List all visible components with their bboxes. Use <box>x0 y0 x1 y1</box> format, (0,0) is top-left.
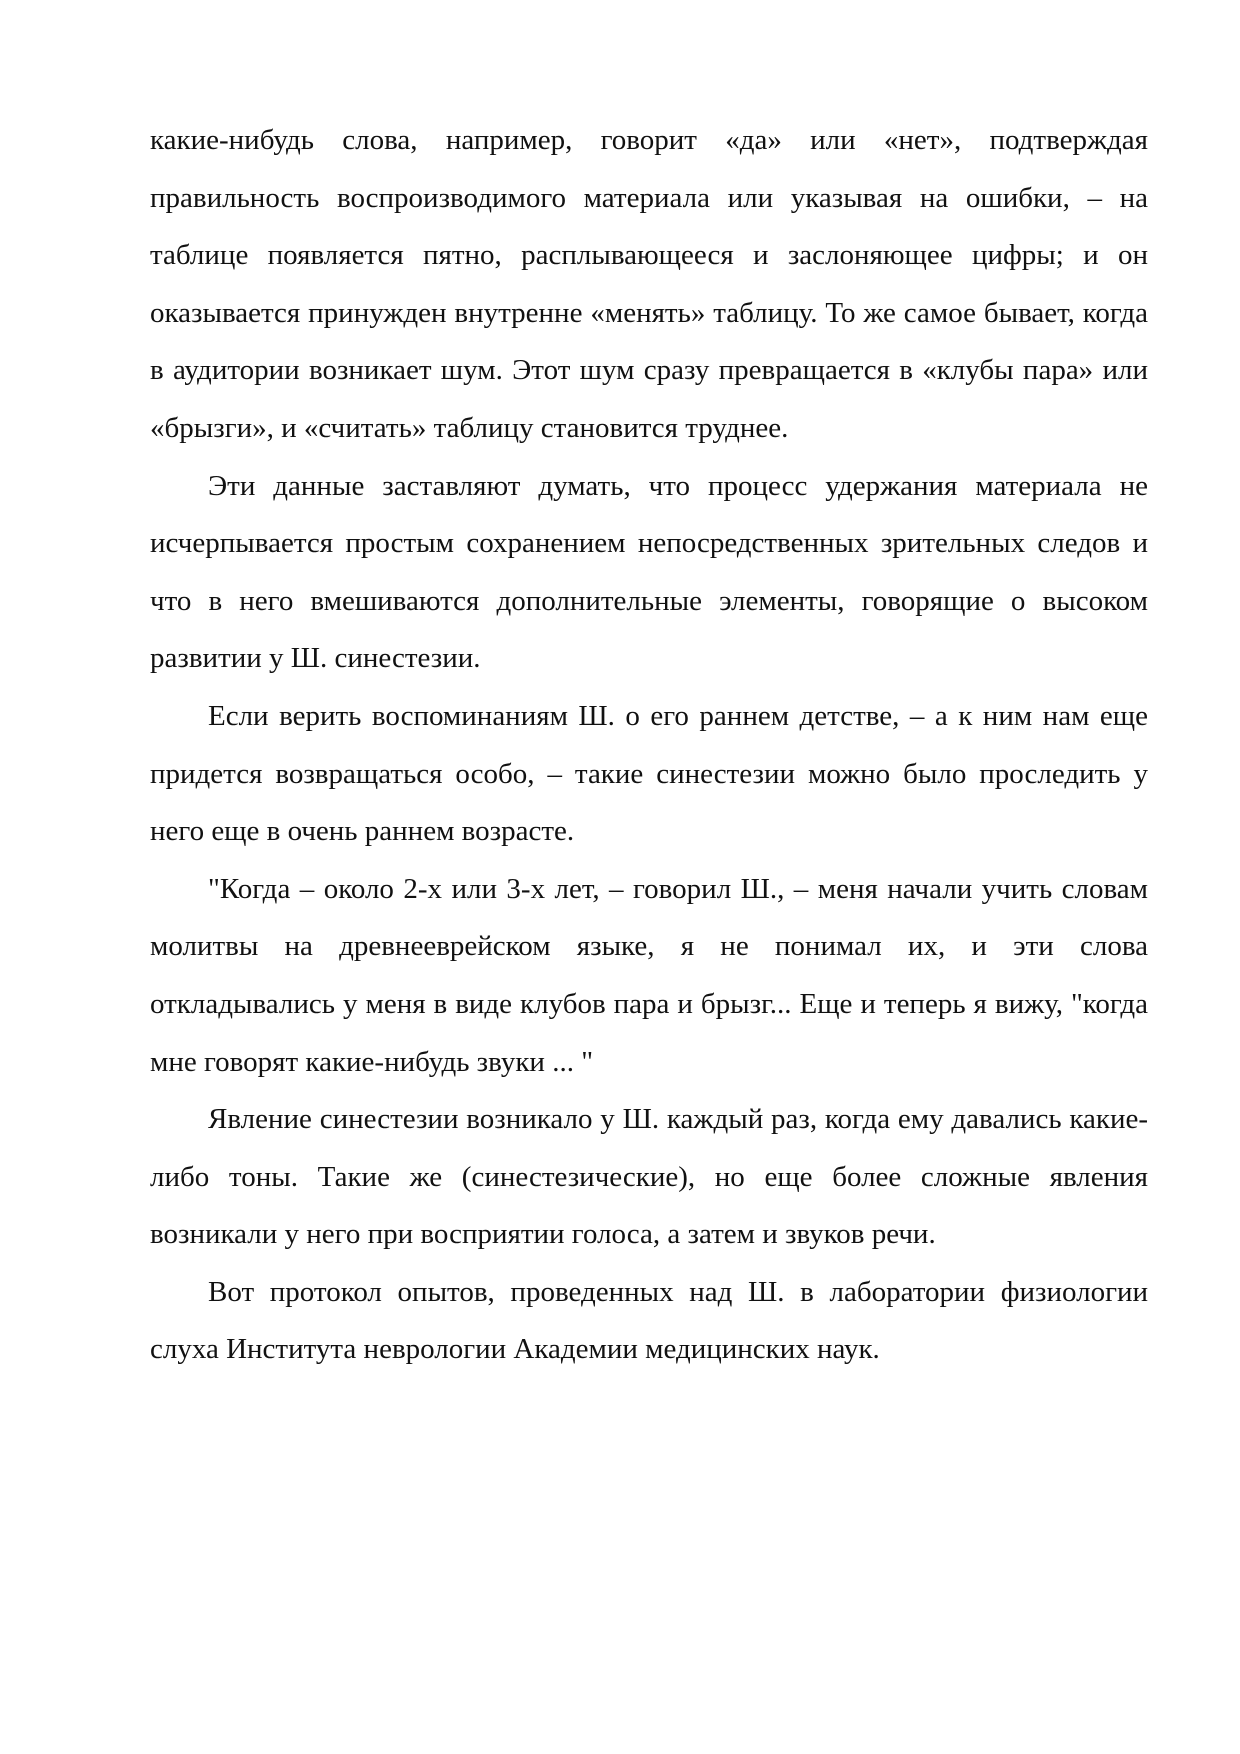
paragraph-continued: какие-нибудь слова, например, говорит «да» или «нет», подтверждая правильность воспроизводимого материала или указывая на ошибки, – на таблице появляется пятно, расплывающееся и заслоняющее цифры; и он оказывается принужден внутренне «менять» таблицу. То же самое бывает, когда в аудитории возникает шум. Этот шум сразу превращается в «клубы пара» или «брызги», и «считать» таблицу становится труднее. <box>150 124 1148 444</box>
paragraph: Явление синестезии возникало у Ш. каждый раз, когда ему давались какие-либо тоны. Такие же (синестезические), но еще более сложные явления возникали у него при восприятии голоса, а затем и звуков речи. <box>150 1103 1148 1251</box>
paragraph: Если верить воспоминаниям Ш. о его раннем детстве, – а к ним нам еще придется возвращаться особо, – такие синестезии можно было проследить у него еще в очень раннем возрасте. <box>150 699 1148 848</box>
paragraph: Эти данные заставляют думать, что процесс удержания материала не исчерпывается простым сохранением непосредственных зрительных следов и что в него вмешиваются дополнительные элементы, говорящие о высоком развитии у Ш. синестезии. <box>150 469 1148 675</box>
paragraph: Вот протокол опытов, проведенных над Ш. в лаборатории физиологии слуха Института неврологии Академии медицинских наук. <box>150 1275 1148 1366</box>
document-page <box>150 112 1148 1379</box>
paragraph: "Когда – около 2-х или 3-х лет, – говорил Ш., – меня начали учить словам молитвы на древнееврейском языке, я не понимал их, и эти слова откладывались у меня в виде клубов пара и брызг... Еще и теперь я вижу, "когда мне говорят какие-нибудь звуки ... " <box>150 872 1148 1078</box>
